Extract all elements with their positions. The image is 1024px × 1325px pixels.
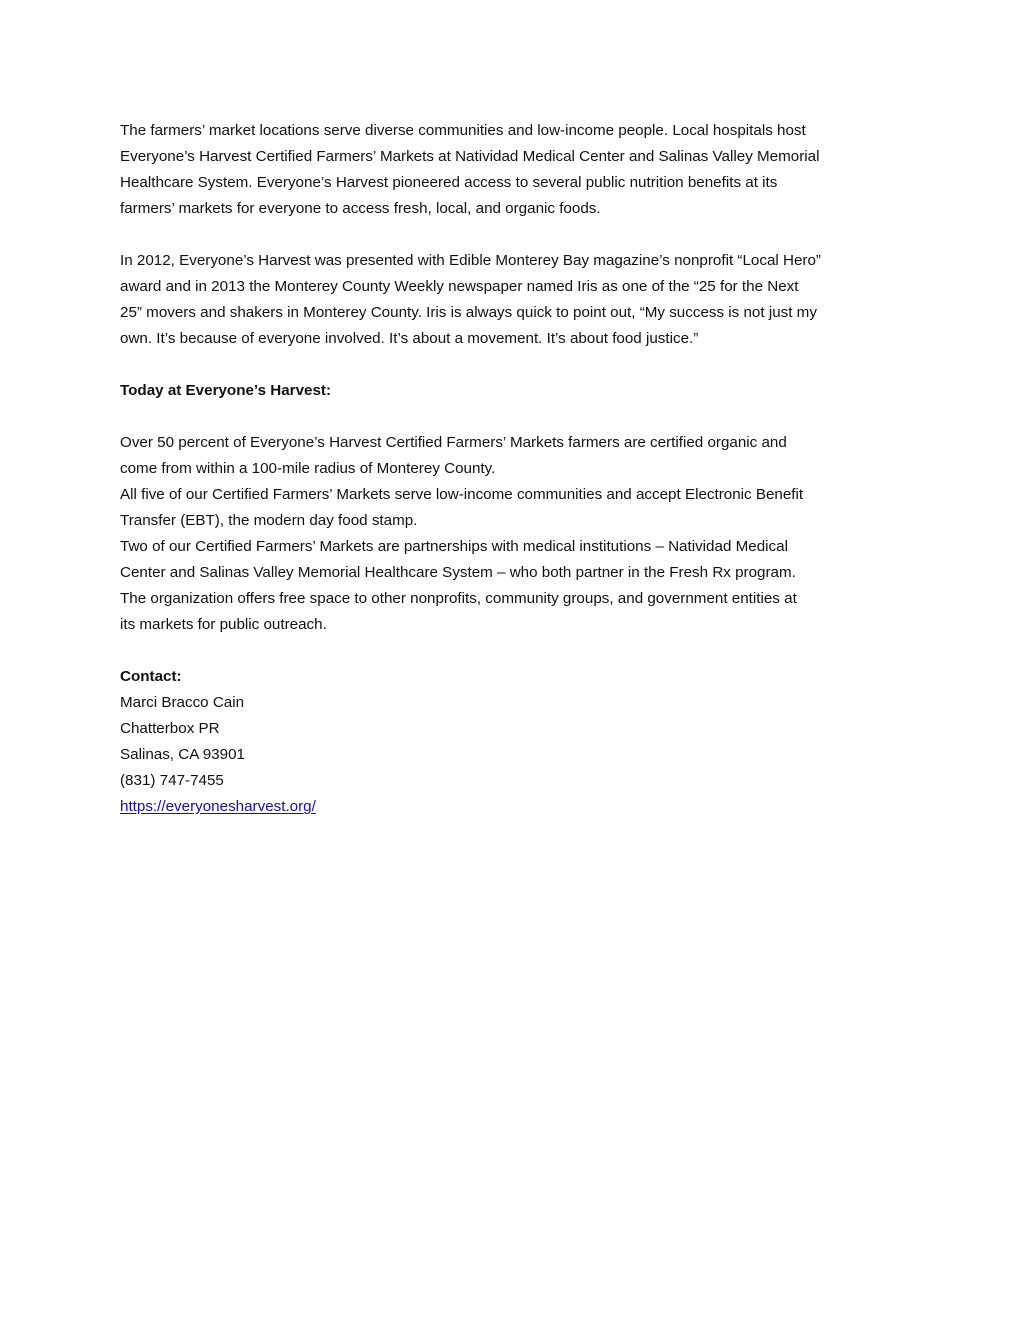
text-line: own. It’s because of everyone involved. It’s about a movement. It’s about food justice.”	[120, 330, 699, 347]
fact-line: its markets for public outreach.	[120, 616, 327, 633]
fact-line: Transfer (EBT), the modern day food stamp.	[120, 512, 418, 529]
text-line: Everyone’s Harvest Certified Farmers’ Markets at Natividad Medical Center and Salinas Valley Memorial	[120, 148, 820, 165]
text-line: 25” movers and shakers in Monterey County. Iris is always quick to point out, “My success is not just my	[120, 304, 817, 321]
document-page	[120, 118, 910, 820]
fact-line: Two of our Certified Farmers’ Markets are partnerships with medical institutions – Natividad Medical	[120, 538, 788, 555]
text-line: Healthcare System. Everyone’s Harvest pioneered access to several public nutrition benefits at its	[120, 174, 778, 191]
text-line: farmers’ markets for everyone to access fresh, local, and organic foods.	[120, 200, 601, 217]
text-line: In 2012, Everyone’s Harvest was presented with Edible Monterey Bay magazine’s nonprofit “Local Hero”	[120, 252, 821, 269]
fact-line: Center and Salinas Valley Memorial Healthcare System – who both partner in the Fresh Rx program.	[120, 564, 796, 581]
fact-line: Over 50 percent of Everyone’s Harvest Certified Farmers’ Markets farmers are certified organic and	[120, 434, 787, 451]
fact-line: All five of our Certified Farmers’ Markets serve low-income communities and accept Electronic Benefit	[120, 486, 804, 503]
paragraph-farmers-market-locations	[120, 118, 910, 222]
contact-block	[120, 664, 910, 820]
contact-company: Chatterbox PR	[120, 720, 220, 737]
contact-city: Salinas, CA 93901	[120, 746, 245, 763]
fact-line: come from within a 100-mile radius of Monterey County.	[120, 460, 496, 477]
website-link[interactable]: https://everyonesharvest.org/	[120, 798, 316, 815]
contact-phone: (831) 747-7455	[120, 772, 224, 789]
text-line: award and in 2013 the Monterey County Weekly newspaper named Iris as one of the “25 for the Next	[120, 278, 799, 295]
contact-name: Marci Bracco Cain	[120, 694, 245, 711]
paragraph-local-hero-award	[120, 248, 910, 352]
fact-line: The organization offers free space to other nonprofits, community groups, and government entities at	[120, 590, 797, 607]
today-heading: Today at Everyone’s Harvest:	[120, 382, 332, 399]
text-line: The farmers’ market locations serve diverse communities and low-income people. Local hospitals host	[120, 122, 806, 139]
contact-heading: Contact:	[120, 668, 182, 685]
today-facts	[120, 430, 910, 638]
